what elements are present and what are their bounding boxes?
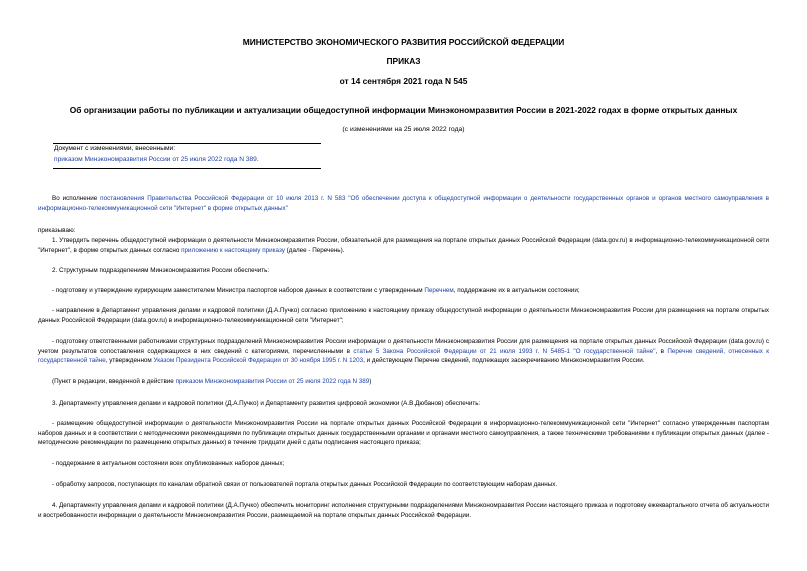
doc-type-heading: ПРИКАЗ [386, 56, 421, 66]
appendix-link[interactable]: приложению к настоящему приказу [181, 246, 285, 254]
state-secret-law-link[interactable]: статье 5 Закона Российской Федерации от 21 июля 1993 г. N 5485-1 "О государственной тайне" [353, 347, 656, 355]
amendment-note: (с изменениями на 25 июля 2022 года) [342, 126, 465, 133]
paragraph-2a: - подготовку и утверждение курирующим заместителем Министра паспортов наборов данных в соответствии с утвержденным Перечнем, поддержание их в актуальном состоянии; [52, 287, 580, 294]
order-word: приказываю: [38, 227, 76, 234]
changes-label: Документ с изменениями, внесенными: [54, 145, 176, 152]
intro-paragraph: Во исполнение постановления Правительства Российской Федерации от 10 июля 2013 г. N 583 "Об обеспечении доступа к общедоступной информации о деятельности государственных органов и органов местного самоуправления в информационно-телекоммуникационной сети "Интернет" в форме открытых данных" [38, 195, 769, 212]
changes-link-line: приказом Минэкономразвития России от 25 июля 2022 года N 389. [54, 155, 259, 163]
amending-order-link[interactable]: приказом Минэкономразвития России от 25 июля 2022 года N 389 [54, 155, 257, 163]
presidential-decree-link[interactable]: Указом Президента Российской Федерации от 30 ноября 1995 г. N 1203 [153, 357, 364, 365]
changes-box [53, 143, 321, 169]
paragraph-3c: - обработку запросов, поступающих по каналам обратной связи от пользователей портала открытых данных Российской Федерации по соответствующим наборам данных. [52, 481, 558, 488]
ministry-heading: МИНИСТЕРСТВО ЭКОНОМИЧЕСКОГО РАЗВИТИЯ РОССИЙСКОЙ ФЕДЕРАЦИИ [242, 37, 565, 47]
paragraph-2c: - подготовку ответственными работниками структурных подразделений Минэкономразвития России информации о деятельности Минэкономразвития России для размещения на портале открытых данных Российской Федерации (data.gov.ru) с учетом результатов сопоставления содержащихся в них сведений с категориями, перечисленными в статье 5 Закона Российской Федерации от 21 июля 1993 г. N 5485-1 "О государственной тайне", в Перечне сведений, отнесенных к государственной тайне, утвержденном Указом Президента Российской Федерации от 30 ноября 1995 г. N 1203, и действующем Перечне сведений, подлежащих засекречиванию Минэкономразвития России. [38, 338, 770, 365]
paragraph-3b: - поддержание в актуальном состоянии всех опубликованных наборов данных; [52, 460, 285, 467]
amendment-order-link[interactable]: приказом Минэкономразвития России от 25 июля 2022 года N 389 [175, 378, 370, 385]
paragraph-1: 1. Утвердить перечень общедоступной информации о деятельности Минэкономразвития России, обязательной для размещения на портале открытых данных Российской Федерации (data.gov.ru) в информационно-телекоммуникационной сети "Интернет", в форме открытых данных согласно приложению к настоящему приказу (далее - Перечень). [38, 237, 769, 254]
paragraph-3: 3. Департаменту управления делами и кадровой политики (Д.А.Пучко) и Департаменту развития цифровой экономики (А.В.Дюбанов) обеспечить: [52, 400, 481, 407]
order-date-number: от 14 сентября 2021 года N 545 [339, 76, 468, 86]
order-title: Об организации работы по публикации и актуализации общедоступной информации Минэкономразвития России в 2021-2022 годах в форме открытых данных [69, 105, 738, 115]
paragraph-2: 2. Структурным подразделениям Минэкономразвития России обеспечить: [52, 267, 270, 274]
list-link[interactable]: Перечнем [424, 287, 454, 294]
paragraph-2c-note: (Пункт в редакции, введенной в действие приказом Минэкономразвития России от 25 июля 2022 года N 389) [52, 378, 372, 385]
paragraph-3a: - размещение общедоступной информации о деятельности Минэкономразвития России на портале открытых данных Российской Федерации в информационно-телекоммуникационной сети "Интернет" согласно утвержденным паспортам наборов данных и в соответствии с методическими рекомендациями по публикации открытых данных государственными органами и органами местного самоуправления, а также техническими требованиями к публикации открытых данных (далее - методические рекомендации по размещению открытых данных) в течение тридцати дней с даты подписания настоящего приказа; [38, 420, 769, 447]
secret-info-list-link[interactable]: Перечне сведений, отнесенных к государственной тайне [38, 347, 770, 365]
government-decree-link[interactable]: постановления Правительства Российской Федерации от 10 июля 2013 г. N 583 "Об обеспечении доступа к общедоступной информации о деятельности государственных органов и органов местного самоуправления в информационно-телекоммуникационной сети "Интернет" в форме открытых данных" [38, 195, 769, 212]
paragraph-2b: - направление в Департамент управления делами и кадровой политики (Д.А.Пучко) согласно приложению к настоящему приказу общедоступной информации о деятельности Минэкономразвития России для размещения на портале открытых данных Российской Федерации (data.gov.ru) в информационно-телекоммуникационной сети "Интернет"; [38, 307, 769, 324]
changes-bottom-rule [53, 168, 321, 169]
paragraph-4: 4. Департаменту управления делами и кадровой политики (Д.А.Пучко) обеспечить мониторинг исполнения структурными подразделениями Минэкономразвития России настоящего приказа и подготовку ежеквартального отчета об актуальности и востребованности информации о деятельности Минэкономразвития России, размещаемой на портале открытых данных Российской Федерации. [38, 502, 769, 519]
